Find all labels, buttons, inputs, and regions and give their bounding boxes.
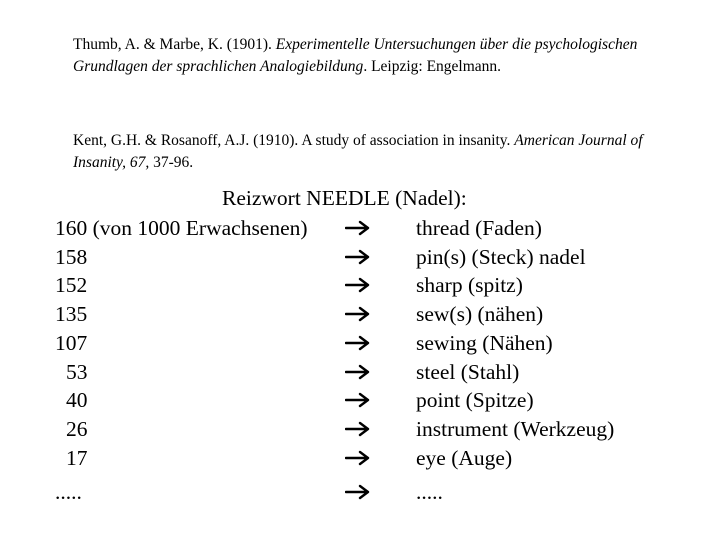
association-row: [0, 300, 720, 328]
response-count: 135: [55, 302, 88, 326]
response-count: 160 (von 1000 Erwachsenen): [55, 216, 308, 240]
response-count: 26: [66, 417, 88, 441]
right-arrow-icon: [345, 306, 371, 322]
right-arrow-icon: [345, 335, 371, 351]
association-row: [0, 358, 720, 386]
reference-journal: American Journal of Insanity, 67,: [73, 132, 643, 171]
response-word: sharp (spitz): [416, 273, 523, 297]
response-word: thread (Faden): [416, 216, 542, 240]
response-count: .....: [55, 480, 82, 504]
reference-authors: Thumb, A. & Marbe, K. (1901).: [73, 36, 276, 53]
reference-pages: 37-96.: [149, 154, 194, 171]
association-row: [0, 478, 720, 506]
response-word: sew(s) (nähen): [416, 302, 544, 326]
response-word: eye (Auge): [416, 446, 513, 470]
response-count: 40: [66, 388, 88, 412]
right-arrow-icon: [345, 364, 371, 380]
response-count: 107: [55, 331, 88, 355]
reference-publisher: . Leipzig: Engelmann.: [363, 58, 502, 75]
reference-authors: Kent, G.H. & Rosanoff, A.J. (1910). A study of association in insanity.: [73, 132, 515, 149]
association-row: [0, 415, 720, 443]
response-count: 158: [55, 245, 88, 269]
response-count: 17: [66, 446, 88, 470]
association-row: [0, 329, 720, 357]
right-arrow-icon: [345, 421, 371, 437]
response-count: 53: [66, 360, 88, 384]
association-row: [0, 271, 720, 299]
association-row: [0, 214, 720, 242]
response-count: 152: [55, 273, 88, 297]
right-arrow-icon: [345, 277, 371, 293]
response-word: sewing (Nähen): [416, 331, 553, 355]
right-arrow-icon: [345, 249, 371, 265]
response-word: point (Spitze): [416, 388, 534, 412]
response-word: instrument (Werkzeug): [416, 417, 615, 441]
association-row: [0, 243, 720, 271]
response-word: .....: [416, 480, 443, 504]
stimulus-word-title: Reizwort NEEDLE (Nadel):: [222, 186, 467, 210]
reference-kent-rosanoff: [73, 130, 673, 174]
response-word: pin(s) (Steck) nadel: [416, 245, 586, 269]
right-arrow-icon: [345, 220, 371, 236]
association-row: [0, 444, 720, 472]
reference-thumb-marbe: [73, 34, 673, 78]
right-arrow-icon: [345, 484, 371, 500]
right-arrow-icon: [345, 392, 371, 408]
association-row: [0, 386, 720, 414]
response-word: steel (Stahl): [416, 360, 520, 384]
reference-title: Experimentelle Untersuchungen über die psychologischen Grundlagen der sprachlichen Analogiebildung: [73, 36, 638, 75]
right-arrow-icon: [345, 450, 371, 466]
